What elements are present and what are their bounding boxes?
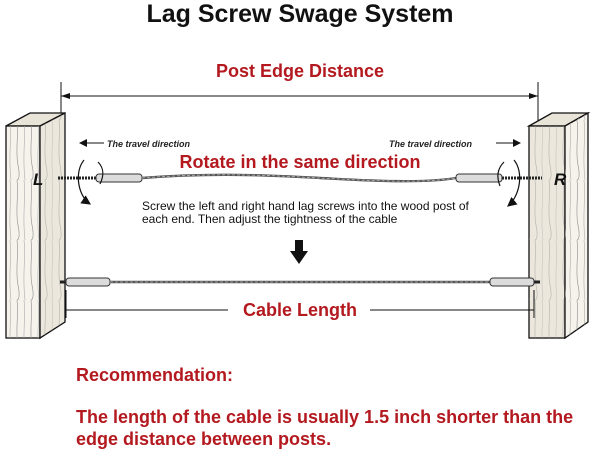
recommendation-heading: Recommendation: bbox=[76, 365, 234, 385]
travel-direction-left-label: The travel direction bbox=[107, 139, 191, 149]
travel-direction-right-label: The travel direction bbox=[389, 139, 473, 149]
post-left-letter: L bbox=[33, 170, 44, 189]
lower-cable-assembly bbox=[60, 278, 540, 286]
post-edge-distance-dimension bbox=[61, 82, 538, 130]
cable-length-label: Cable Length bbox=[242, 300, 357, 320]
rotate-label: Rotate in the same direction bbox=[179, 152, 421, 172]
post-right-letter: R bbox=[554, 170, 567, 189]
upper-cable-assembly bbox=[58, 174, 542, 182]
recommendation-text: The length of the cable is usually 1.5 inch shorter than the edge distance between posts. bbox=[76, 407, 574, 449]
instruction-text: Screw the left and right hand lag screws into the wood post of each end. Then adjust the tightness of the cable bbox=[142, 199, 469, 226]
page-title: Lag Screw Swage System bbox=[146, 0, 454, 28]
down-arrow bbox=[290, 240, 308, 264]
post-edge-distance-label: Post Edge Distance bbox=[215, 61, 385, 81]
